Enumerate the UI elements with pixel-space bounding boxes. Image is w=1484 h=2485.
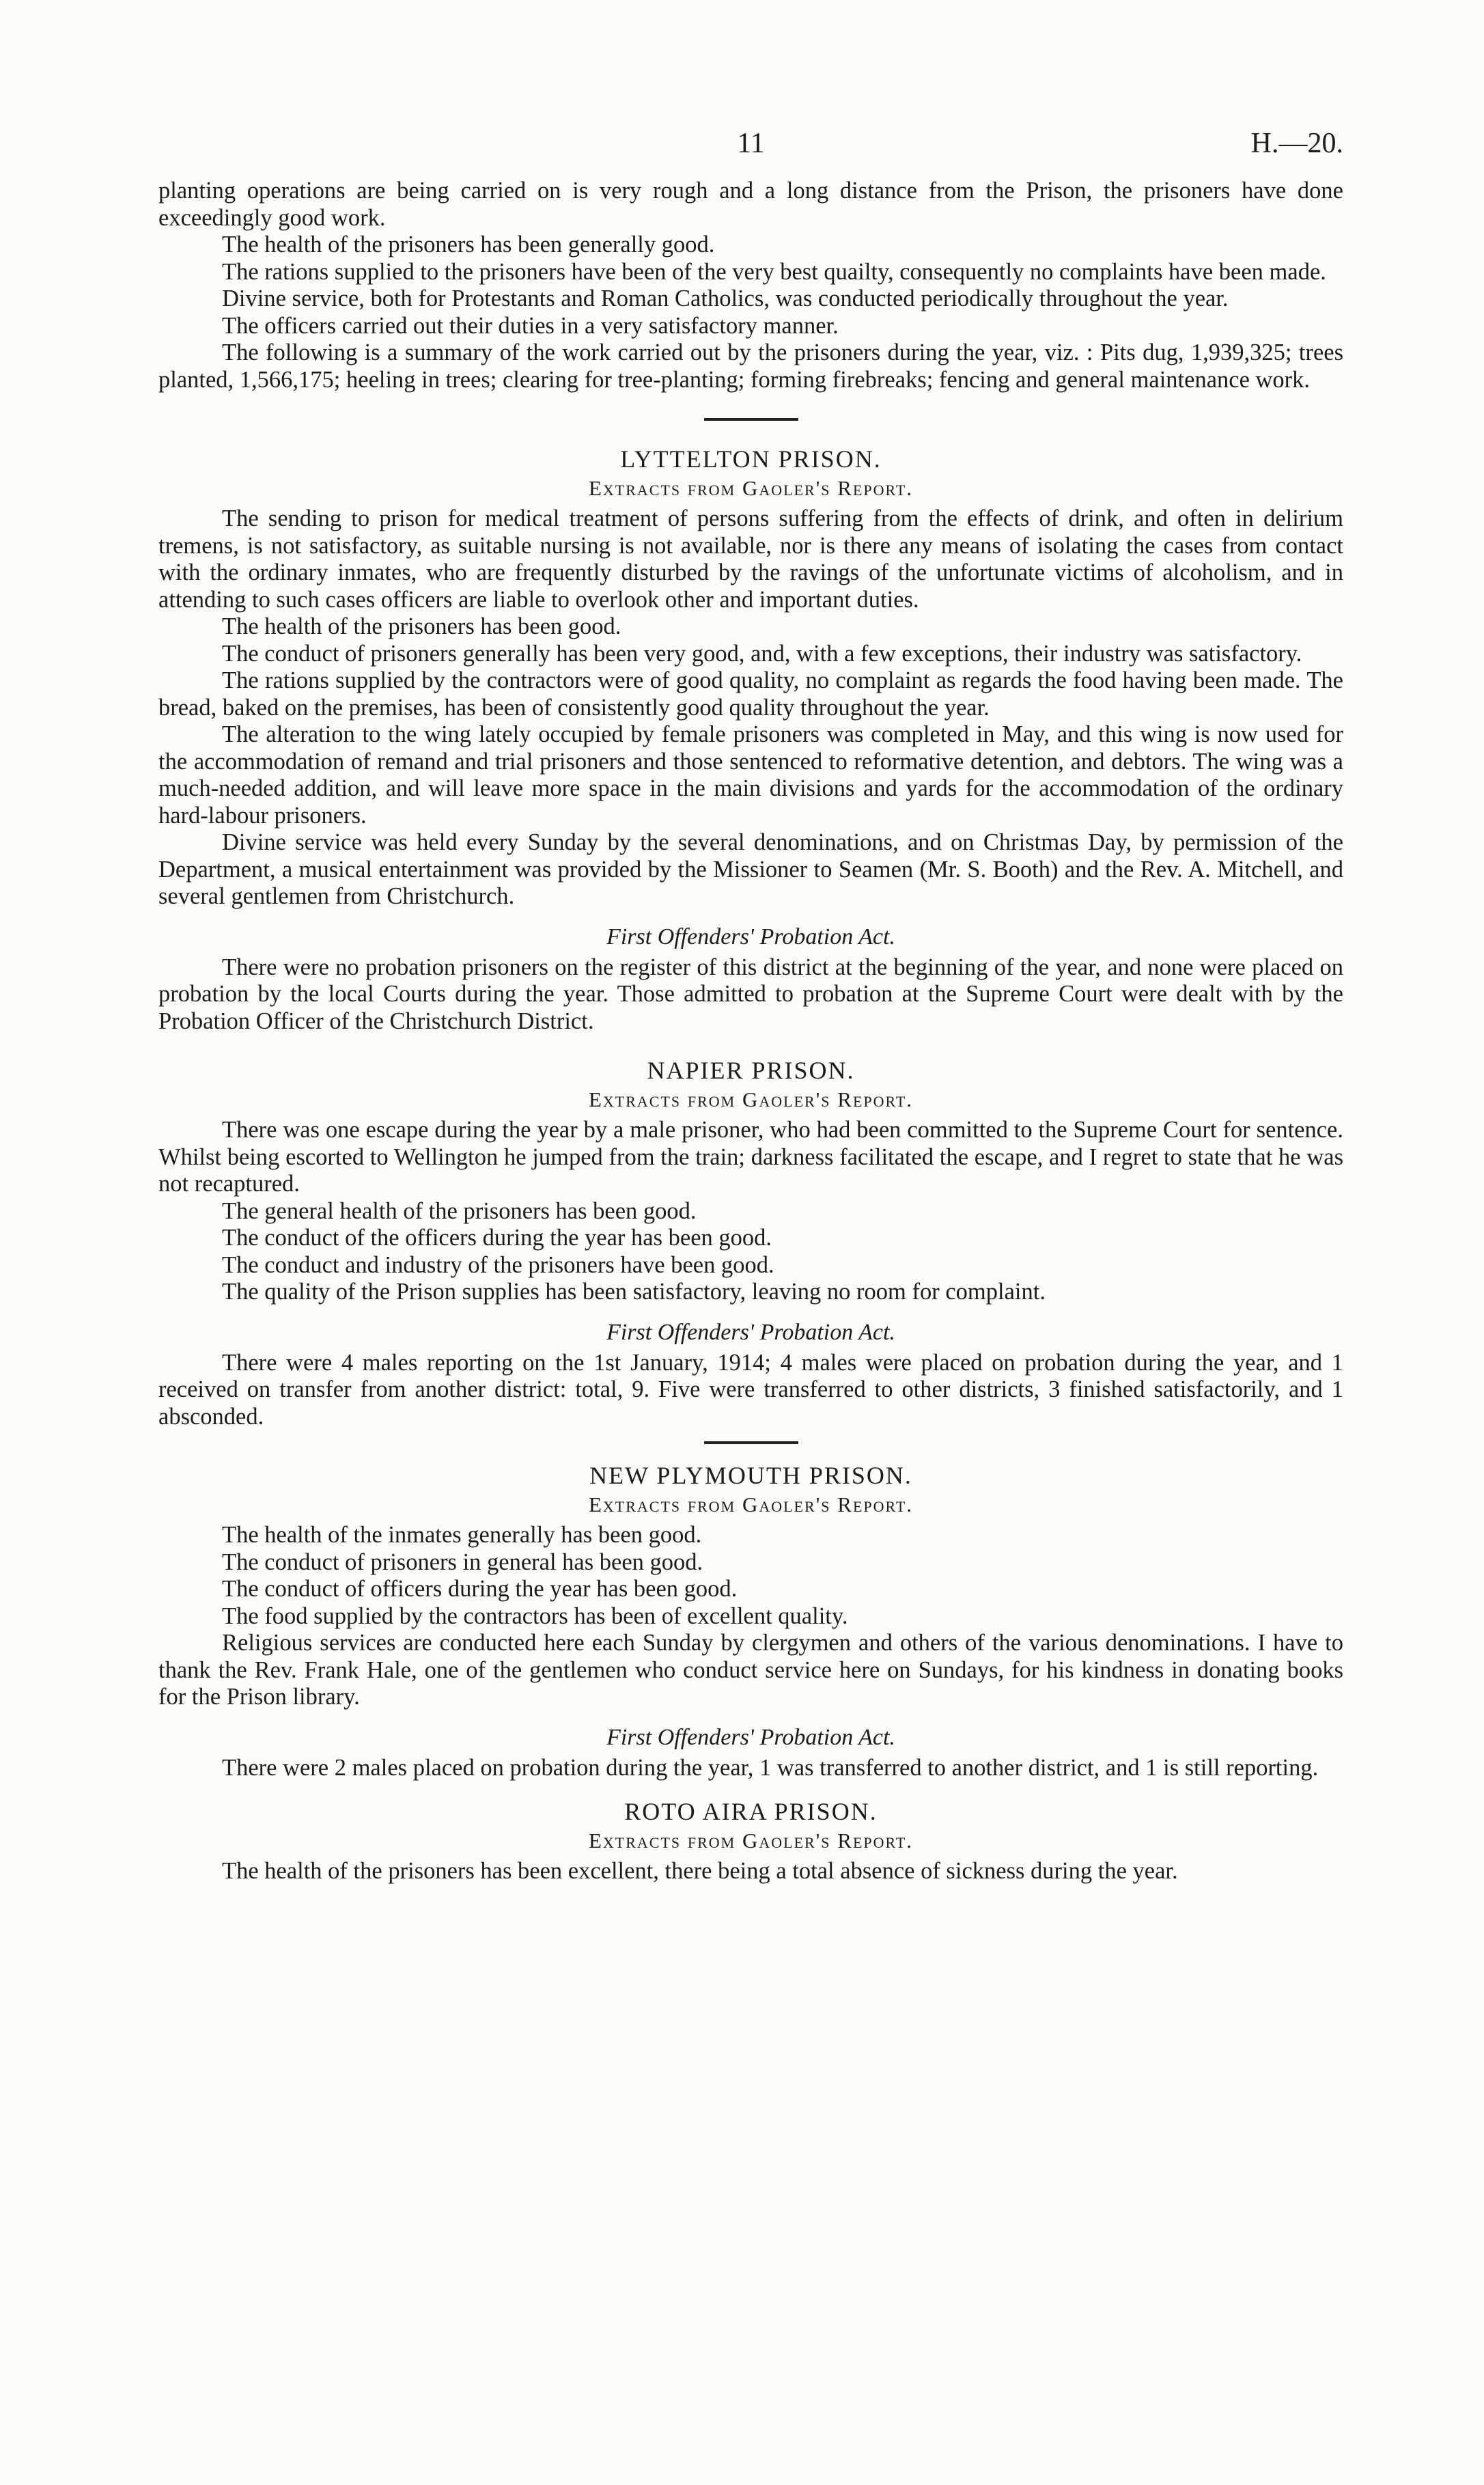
- paragraph: planting operations are being carried on is very rough and a long distance from the Prison, the prisoners have done exceedingly good work.: [158, 178, 1343, 231]
- paragraph: The quality of the Prison supplies has been satisfactory, leaving no room for complaint.: [222, 1279, 1046, 1305]
- document-reference: H.—20.: [1250, 128, 1343, 159]
- probation-heading: First Offenders' Probation Act.: [606, 924, 895, 949]
- section-title: ROTO AIRA PRISON.: [624, 1798, 878, 1825]
- document-page: [158, 127, 1343, 1885]
- probation-paragraph: There were no probation prisoners on the register of this district at the beginning of the year, and none were placed on probation by the local Courts during the year. Those admitted to probation at the Supreme Court were dealt with by the Probation Officer of the Christchurch District.: [158, 954, 1343, 1034]
- probation-paragraph: There were 4 males reporting on the 1st January, 1914; 4 males were placed on probation during the year, and 1 received on transfer from another district: total, 9. Five were transferred to other districts, 3 finished satisfactorily, and 1 absconded.: [158, 1349, 1343, 1430]
- section-title: NEW PLYMOUTH PRISON.: [589, 1462, 912, 1489]
- section-subtitle: Extracts from Gaoler's Report.: [588, 1829, 914, 1852]
- paragraph: The health of the prisoners has been generally good.: [222, 232, 715, 258]
- paragraph: Divine service was held every Sunday by the several denominations, and on Christmas Day, by permission of the Department, a musical entertainment was provided by the Missioner to Seamen (Mr. S. Booth) and the Rev. A. Mitchell, and several gentlemen from Christchurch.: [158, 829, 1343, 909]
- paragraph: Religious services are conducted here each Sunday by clergymen and others of the various denominations. I have to thank the Rev. Frank Hale, one of the gentlemen who conduct service here on Sundays, for his kindness in donating books for the Prison library.: [158, 1630, 1343, 1710]
- paragraph: The conduct of the officers during the year has been good.: [222, 1225, 772, 1251]
- paragraph: Divine service, both for Protestants and Roman Catholics, was conducted periodically throughout the year.: [222, 286, 1229, 311]
- new-plymouth-section: [158, 1460, 1343, 1781]
- intro-section: [158, 178, 1343, 393]
- paragraph: The conduct of prisoners in general has been good.: [222, 1549, 703, 1575]
- paragraph: The health of the inmates generally has been good.: [222, 1522, 702, 1548]
- napier-section: [158, 1055, 1343, 1430]
- paragraph: The health of the prisoners has been good.: [222, 613, 621, 639]
- paragraph: The conduct of prisoners generally has been very good, and, with a few exceptions, their industry was satisfactory.: [222, 640, 1302, 667]
- paragraph: The rations supplied by the contractors were of good quality, no complaint as regards the food having been made. The bread, baked on the premises, has been of consistently good quality throughout the year.: [158, 667, 1343, 721]
- section-title: LYTTELTON PRISON.: [620, 445, 882, 473]
- paragraph: The general health of the prisoners has been good.: [222, 1197, 697, 1224]
- probation-paragraph: There were 2 males placed on probation during the year, 1 was transferred to another district, and 1 is still reporting.: [222, 1754, 1319, 1781]
- section-subtitle: Extracts from Gaoler's Report.: [588, 1493, 914, 1516]
- section-subtitle: Extracts from Gaoler's Report.: [588, 476, 914, 500]
- probation-heading: First Offenders' Probation Act.: [606, 1724, 895, 1750]
- paragraph: The conduct and industry of the prisoners have been good.: [222, 1251, 774, 1278]
- paragraph: The food supplied by the contractors has been of excellent quality.: [222, 1602, 848, 1629]
- paragraph: The rations supplied to the prisoners have been of the very best quailty, consequently no complaints have been made.: [222, 258, 1326, 285]
- paragraph: The health of the prisoners has been excellent, there being a total absence of sickness during the year.: [222, 1858, 1178, 1884]
- page-number: 11: [737, 128, 765, 159]
- section-title: NAPIER PRISON.: [647, 1057, 855, 1084]
- paragraph: The sending to prison for medical treatment of persons suffering from the effects of drink, and often in delirium tremens, is not satisfactory, as suitable nursing is not available, nor is there any means of isolating the cases from contact with the ordinary inmates, who are frequently disturbed by the ravings of the unfortunate victims of alcoholism, and in attending to such cases officers are liable to overlook other and important duties.: [158, 505, 1343, 613]
- roto-aira-section: [158, 1796, 1343, 1885]
- paragraph: The alteration to the wing lately occupied by female prisoners was completed in May, and this wing is now used for the accommodation of remand and trial prisoners and those sentenced to reformative detention, and debtors. The wing was a much-needed addition, and will leave more space in the main divisions and yards for the accommodation of the ordinary hard-labour prisoners.: [158, 721, 1343, 829]
- section-subtitle: Extracts from Gaoler's Report.: [588, 1087, 914, 1111]
- section-divider: [704, 418, 798, 421]
- paragraph: The officers carried out their duties in a very satisfactory manner.: [222, 312, 839, 339]
- section-divider: [704, 1441, 798, 1444]
- paragraph: The following is a summary of the work carried out by the prisoners during the year, viz. : Pits dug, 1,939,325; trees planted, 1,566,175; heeling in trees; clearing for tree-planting; forming firebreaks; fencing and general maintenance work.: [158, 339, 1343, 393]
- paragraph: The conduct of officers during the year has been good.: [222, 1576, 738, 1602]
- probation-heading: First Offenders' Probation Act.: [606, 1319, 895, 1345]
- paragraph: There was one escape during the year by a male prisoner, who had been committed to the Supreme Court for sentence. Whilst being escorted to Wellington he jumped from the train; darkness facilitated the escape, and I regret to state that he was not recaptured.: [158, 1117, 1343, 1197]
- lyttelton-section: [158, 444, 1343, 1035]
- page-header: [158, 127, 1343, 178]
